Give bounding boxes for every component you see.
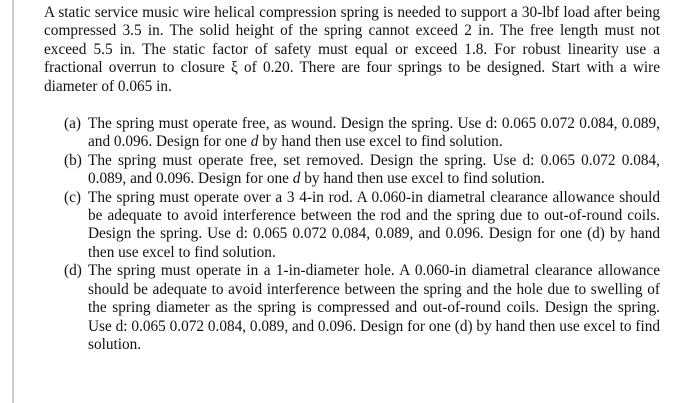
- problem-intro: A static service music wire helical compression spring is needed to support a 30-lbf load after being compressed 3.5 in. The solid height of the spring cannot exceed 2 in. The free length must not exceed 5.5 in. The static factor of safety must equal or exceed 1.8. For robust linearity use a fractional overrun to closure ξ of 0.20. There are four springs to be designed. Start with a wire diameter of 0.065 in.: [44, 4, 660, 95]
- part-variable: d: [292, 170, 301, 188]
- part-label: (a): [64, 115, 81, 133]
- part-variable: d: [250, 133, 259, 151]
- part-text-end: by hand then use excel to find solution.: [258, 133, 503, 151]
- problem-part-b: [64, 152, 660, 189]
- problem-part-d: [64, 262, 660, 354]
- page-edge-divider: [12, 0, 14, 403]
- part-text: The spring must operate free, as wound. Design the spring. Use d: 0.065 0.072 0.084, 0.089, and 0.096. Design for one: [88, 115, 660, 151]
- problem-part-c: [64, 189, 660, 263]
- part-label: (c): [64, 188, 81, 206]
- part-text-end: by hand then use excel to find solution.: [300, 170, 545, 188]
- part-text: The spring must operate free, set removed. Design the spring. Use d: 0.065 0.072 0.084, 0.089, and 0.096. Design for one: [88, 151, 660, 188]
- part-text: The spring must operate over a 3 4-in rod. A 0.060-in diametral clearance allowance should be adequate to avoid interference between the rod and the spring due to out-of-round coils. Design the spring. Use d: 0.065 0.072 0.084, 0.089, and 0.096. Design for one (d) by hand then use excel to find solution.: [88, 188, 660, 261]
- problem-part-a: [64, 115, 660, 152]
- problem-parts-list: [64, 115, 660, 354]
- part-label: (d): [64, 262, 82, 280]
- problem-document: [44, 4, 660, 354]
- part-text: The spring must operate in a 1-in-diameter hole. A 0.060-in diametral clearance allowance should be adequate to avoid interference between the spring and the hole due to swelling of the spring diameter as the spring is compressed and out-of-round coils. Design the spring. Use d: 0.065 0.072 0.084, 0.089, and 0.096. Design for one (d) by hand then use excel to find solution.: [88, 262, 660, 353]
- part-label: (b): [64, 151, 82, 169]
